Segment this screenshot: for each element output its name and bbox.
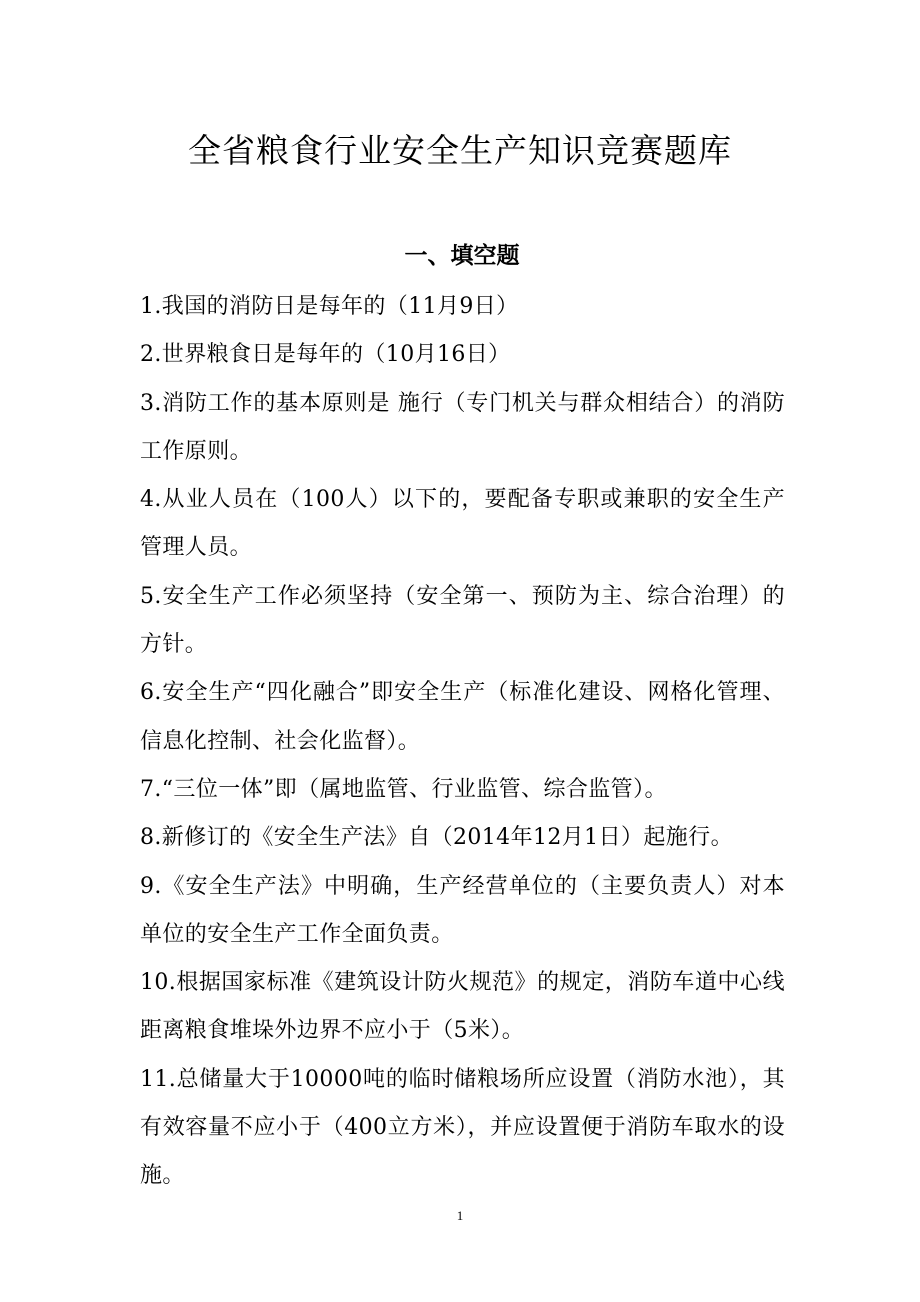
section-heading: 一、填空题 xyxy=(404,243,520,269)
question-item: 2.世界粮食日是每年的（10月16日） xyxy=(140,342,511,368)
question-item: 11.总储量大于10000吨的临时储粮场所应设置（消防水池），其有效容量不应小于（400立方米），并应设置便于消防车取水的设施。 xyxy=(140,1066,785,1189)
question-item: 3.消防工作的基本原则是 施行（专门机关与群众相结合）的消防工作原则。 xyxy=(140,390,785,464)
question-item: 4.从业人员在（100人）以下的，要配备专职或兼职的安全生产管理人员。 xyxy=(140,487,785,561)
question-item: 6.安全生产“四化融合”即安全生产（标准化建设、网格化管理、信息化控制、社会化监督）。 xyxy=(140,680,785,754)
page-number: 1 xyxy=(456,1208,464,1223)
question-item: 5.安全生产工作必须坚持（安全第一、预防为主、综合治理）的方针。 xyxy=(140,583,785,658)
question-item: 8.新修订的《安全生产法》自（2014年12月1日）起施行。 xyxy=(140,825,733,851)
question-item: 9.《安全生产法》中明确，生产经营单位的（主要负责人）对本单位的安全生产工作全面负责。 xyxy=(140,873,785,947)
document-title: 全省粮食行业安全生产知识竞赛题库 xyxy=(188,131,732,170)
question-item: 10.根据国家标准《建筑设计防火规范》的规定，消防车道中心线距离粮食堆垛外边界不应小于（5米）。 xyxy=(140,970,785,1044)
question-item: 1.我国的消防日是每年的（11月9日） xyxy=(140,294,519,319)
question-list xyxy=(140,283,785,1201)
question-item: 7.“三位一体”即（属地监管、行业监管、综合监管）。 xyxy=(140,776,667,802)
